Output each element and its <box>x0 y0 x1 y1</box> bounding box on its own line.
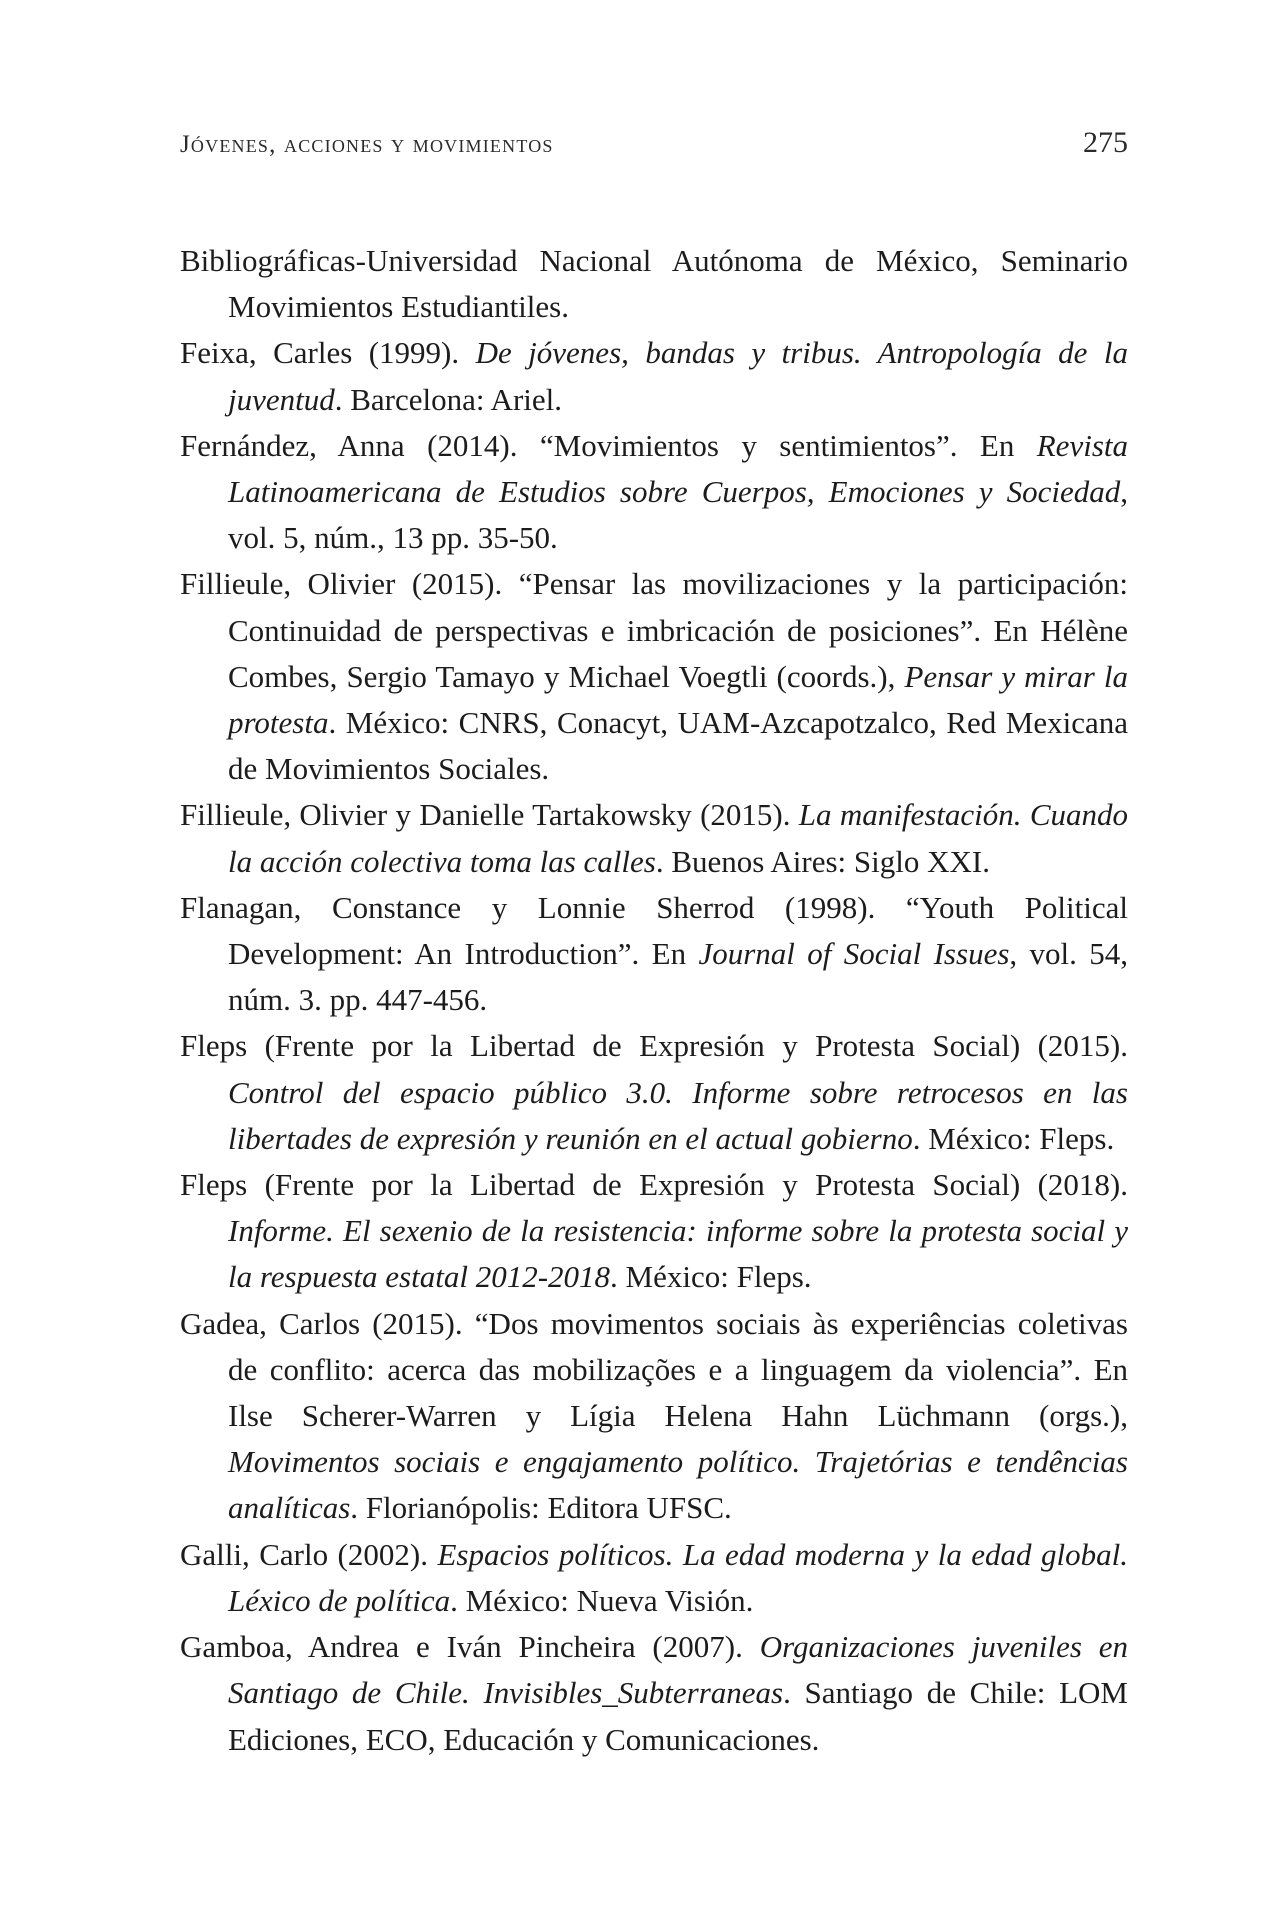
bibliography-entry <box>180 1624 1128 1763</box>
entry-text: Fillieule, Olivier y Danielle Tartakowsky (2015). <box>180 797 799 833</box>
entry-text: Galli, Carlo (2002). <box>180 1536 438 1572</box>
bibliography-entry <box>180 1532 1128 1624</box>
entry-title-text: Control del espacio público 3.0. Informe sobre retrocesos en las libertades de expresión y reunión en el actual gobierno <box>228 1074 1128 1156</box>
entry-text: Gamboa, Andrea e Iván Pincheira (2007). <box>180 1629 760 1665</box>
page-header <box>180 126 1128 160</box>
bibliography-entry <box>180 1023 1128 1162</box>
bibliography-entry <box>180 238 1128 330</box>
entry-text: Feixa, Carles (1999). <box>180 335 476 371</box>
bibliography-entry <box>180 1162 1128 1301</box>
entry-title-text: De jóvenes, bandas y tribus. Antropología de la juventud <box>228 335 1129 417</box>
entry-text: . México: CNRS, Conacyt, UAM-Azcapotzalco, Red Mexicana de Movimientos Sociales. <box>228 705 1128 787</box>
entry-title-text: Organizaciones juveniles en Santiago de Chile. Invisibles_Subterraneas <box>228 1629 1128 1711</box>
entry-text: Gadea, Carlos (2015). “Dos movimentos sociais às experiências coletivas de conflito: acerca das mobilizações e a linguagem da violencia”. En Ilse Scherer-Warren y Lígia Helena Hahn Lüchmann (orgs.), <box>180 1305 1128 1434</box>
entry-text: . Santiago de Chile: LOM Ediciones, ECO, Educación y Comunicaciones. <box>228 1675 1128 1757</box>
page-number: 275 <box>1083 126 1128 159</box>
entry-title-text: La manifestación. Cuando la acción colectiva toma las calles <box>228 797 1128 879</box>
entry-title-text: Pensar y mirar la protesta <box>228 658 1128 741</box>
bibliography-entry <box>180 1301 1128 1532</box>
bibliography-entry <box>180 330 1128 422</box>
bibliography-entry <box>180 792 1128 884</box>
bibliography-entry <box>180 885 1128 1024</box>
entry-text: . México: Fleps. <box>610 1259 812 1295</box>
entry-title-text: Revista Latinoamericana de Estudios sobre Cuerpos, Emociones y Sociedad <box>228 427 1128 510</box>
entry-text: . México: Nueva Visión. <box>450 1582 754 1618</box>
entry-text: . Barcelona: Ariel. <box>334 381 562 417</box>
entry-text: Fleps (Frente por la Libertad de Expresión y Protesta Social) (2015). <box>180 1028 1128 1064</box>
entry-text: . México: Fleps. <box>912 1120 1115 1156</box>
entry-text: Flanagan, Constance y Lonnie Sherrod (1998). “Youth Political Development: An Introduction”. En <box>180 889 1128 972</box>
entry-title-text: Espacios políticos. La edad moderna y la edad global. Léxico de política <box>228 1536 1128 1618</box>
bibliography-entry <box>180 423 1128 562</box>
bibliography-entry <box>180 561 1128 792</box>
entry-text: . Buenos Aires: Siglo XXI. <box>655 843 990 879</box>
entry-text: , vol. 5, núm., 13 pp. 35-50. <box>228 474 1128 556</box>
bibliography-list <box>180 238 1128 1763</box>
entry-text: Bibliográficas-Universidad Nacional Autónoma de México, Seminario Movimientos Estudiantiles. <box>180 243 1128 325</box>
entry-title-text: Informe. El sexenio de la resistencia: informe sobre la protesta social y la respuesta estatal 2012-2018 <box>228 1213 1128 1295</box>
entry-text: , vol. 54, núm. 3. pp. 447-456. <box>228 936 1128 1018</box>
entry-text: . Florianópolis: Editora UFSC. <box>350 1490 732 1526</box>
entry-text: Fleps (Frente por la Libertad de Expresión y Protesta Social) (2018). <box>180 1167 1128 1203</box>
entry-text: Fernández, Anna (2014). “Movimientos y sentimientos”. En <box>180 427 1037 463</box>
entry-text: Fillieule, Olivier (2015). “Pensar las movilizaciones y la participación: Continuidad de perspectivas e imbricación de posiciones”. En Hélène Combes, Sergio Tamayo y Michael Voegtli (coords.), <box>180 566 1128 694</box>
entry-title-text: Journal of Social Issues <box>698 936 1010 972</box>
entry-title-text: Movimentos sociais e engajamento político. Trajetórias e tendências analíticas <box>228 1444 1128 1526</box>
running-head: Jóvenes, acciones y movimientos <box>180 131 554 158</box>
